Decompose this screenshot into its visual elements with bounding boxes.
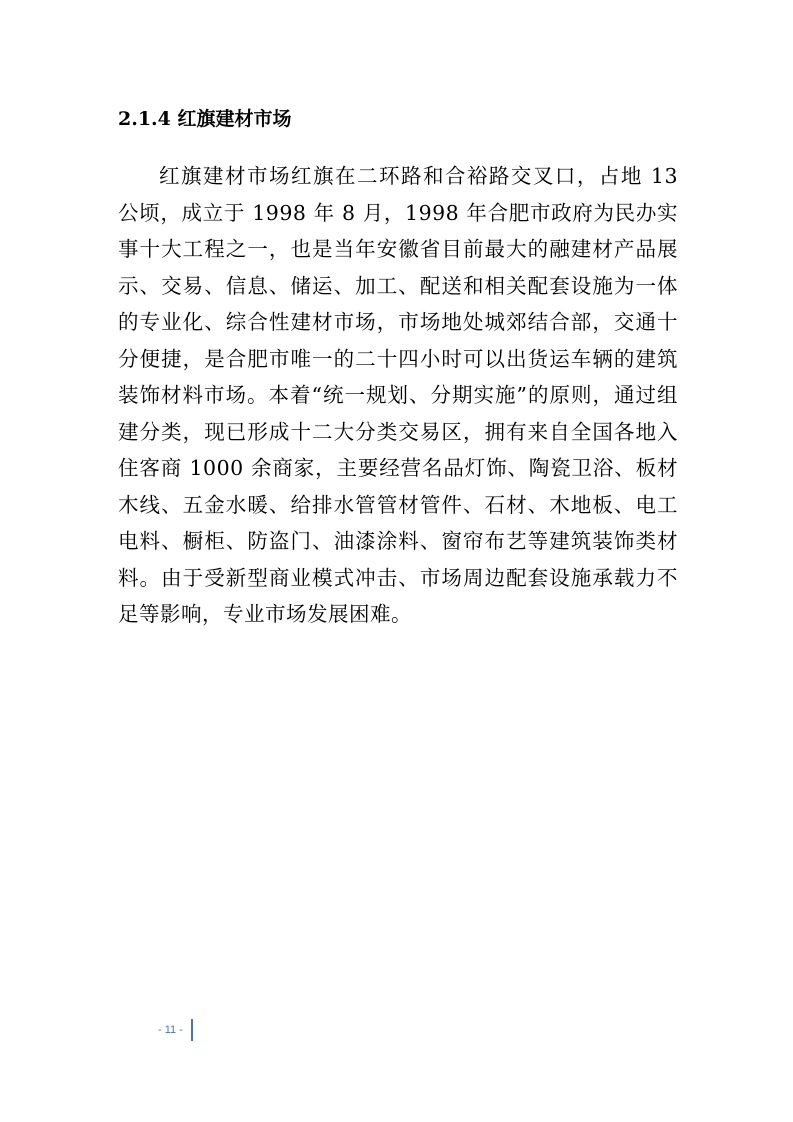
page-footer [158,1018,193,1042]
page-number: - 11 - [158,1024,183,1036]
page-number-accent-bar [191,1019,193,1041]
section-heading: 2.1.4 红旗建材市场 [118,108,292,130]
body-paragraph: 红旗建材市场红旗在二环路和合裕路交叉口，占地 13 公顷，成立于 1998 年 8 月，1998 年合肥市政府为民办实事十大工程之一，也是当年安徽省目前最大的融建材产品展示、交易、信息、储运、加工、配送和相关配套设施为一体的专业化、综合性建材市场，市场地处城郊结合部，交通十分便捷，是合肥市唯一的二十四小时可以出货运车辆的建筑装饰材料市场。本着“统一规划、分期实施”的原则，通过组建分类，现已形成十二大分类交易区，拥有来自全国各地入住客商 1000 余商家，主要经营名品灯饰、陶瓷卫浴、板材木线、五金水暖、给排水管管材管件、石材、木地板、电工电料、橱柜、防盗门、油漆涂料、窗帘布艺等建筑装饰类材料。由于受新型商业模式冲击、市场周边配套设施承载力不足等影响，专业市场发展困难。 [118,164,678,626]
